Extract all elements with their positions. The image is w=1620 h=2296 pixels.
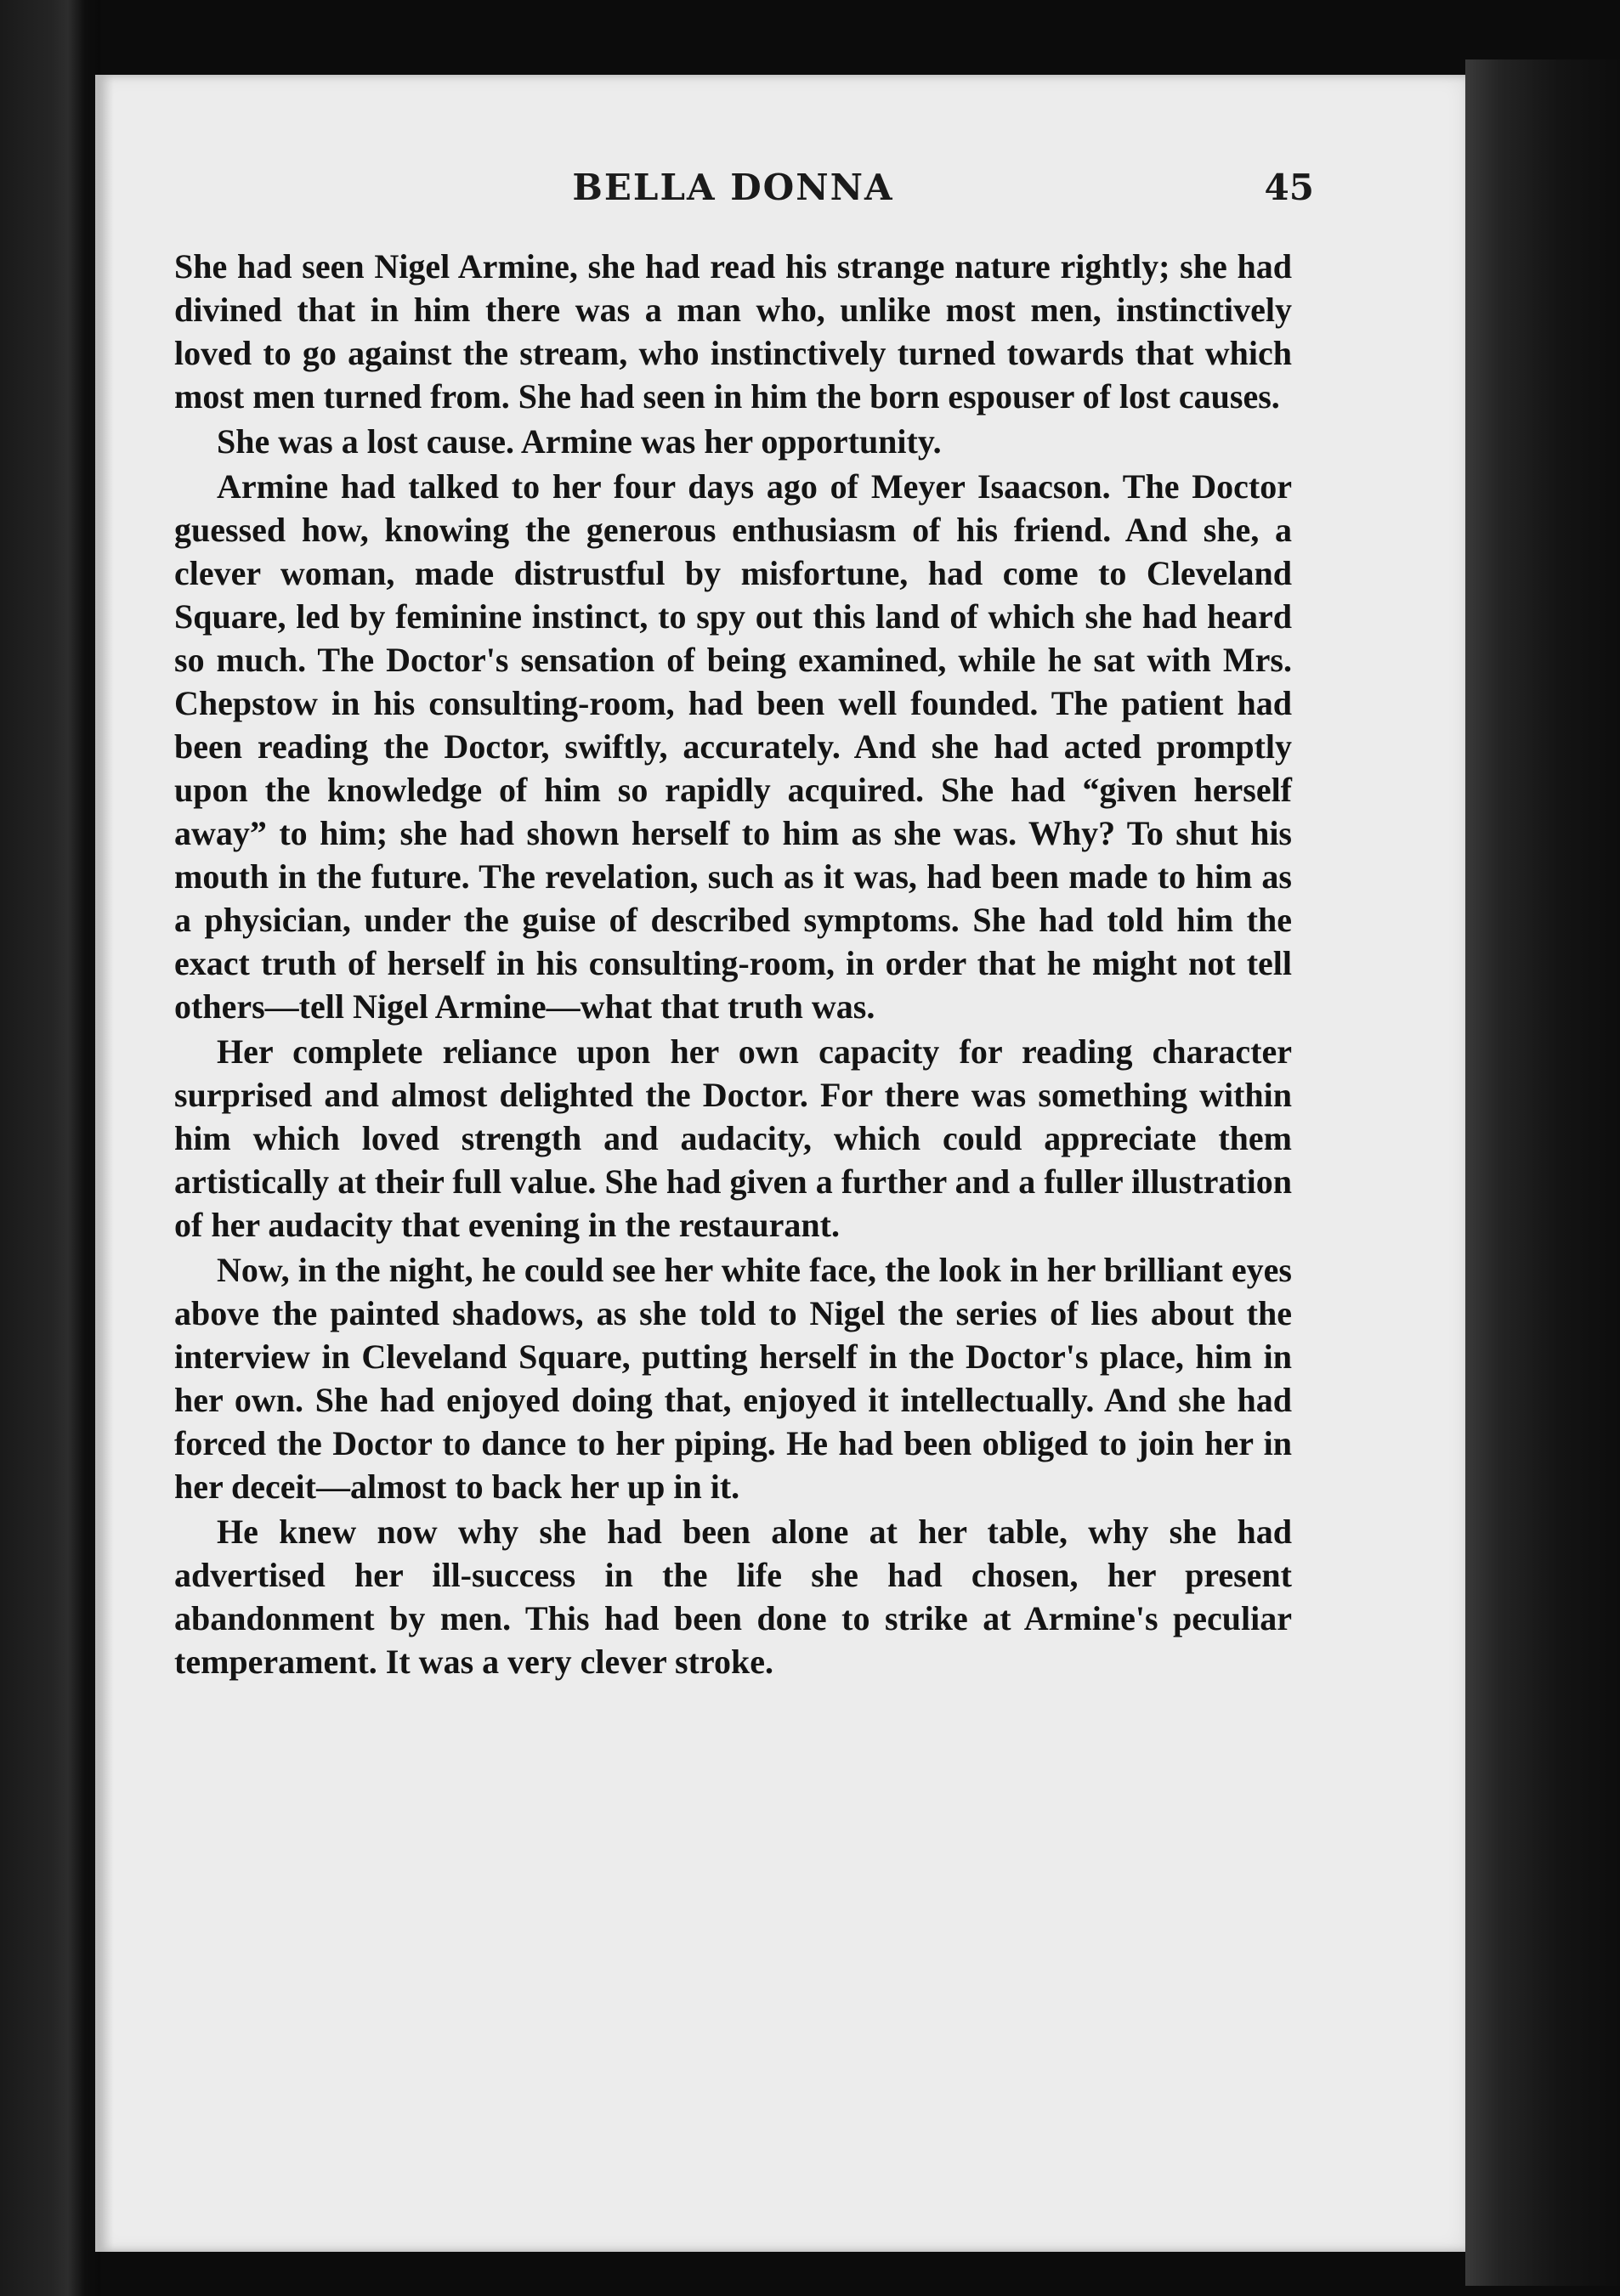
book-binding-edge [1465, 59, 1620, 2286]
paragraph-1: She had seen Nigel Armine, she had read his strange nature rightly; she had divined that in him there was a man who, unlike most men, instinctively loved to go against the stream, who instinctively turned towards that which most men turned from. She had seen in him the born espouser of lost causes. [174, 247, 1292, 416]
paragraph-6: He knew now why she had been alone at her table, why she had advertised her ill-success in the life she had chosen, her present abandonment by men. This had been done to strike at Armine's peculiar temperament. It was a very clever stroke. [174, 1513, 1292, 1681]
page-header [174, 167, 1314, 226]
paragraph-3: Armine had talked to her four days ago of Meyer Isaacson. The Doctor guessed how, knowing the generous enthusiasm of his friend. And she, a clever woman, made distrustful by misfortune, had come to Cleveland Square, led by feminine instinct, to spy out this land of which she had heard so much. The Doctor's sensation of being examined, while he sat with Mrs. Chepstow in his consulting-room, had been well founded. The patient had been reading the Doctor, swiftly, accurately. And she had acted promptly upon the knowledge of him so rapidly acquired. She had “given herself away” to him; she had shown herself to him as she was. Why? To shut his mouth in the future. The revelation, such as it was, had been made to him as a physician, under the guise of described symptoms. She had told him the exact truth of herself in his consulting-room, in order that he might not tell others—tell Nigel Armine—what that truth was. [174, 467, 1292, 1026]
running-title: BELLA DONNA [572, 167, 894, 208]
scan-left-edge [0, 0, 100, 2296]
paragraph-2: She was a lost cause. Armine was her opportunity. [217, 422, 942, 461]
page-gutter-shadow [95, 75, 114, 2252]
page-number: 45 [1264, 167, 1314, 208]
paragraph-4: Her complete reliance upon her own capacity for reading character surprised and almost delighted the Doctor. For there was something within him which loved strength and audacity, which could appreciate them artistically at their full value. She had given a further and a fuller illustration of her audacity that evening in the restaurant. [174, 1032, 1292, 1244]
paragraph-5: Now, in the night, he could see her white face, the look in her brilliant eyes above the painted shadows, as she told to Nigel the series of lies about the interview in Cleveland Square, putting herself in the Doctor's place, him in her own. She had enjoyed doing that, enjoyed it intellectually. And she had forced the Doctor to dance to her piping. He had been obliged to join her in her deceit—almost to back her up in it. [174, 1251, 1292, 1506]
body-text [174, 245, 1292, 1685]
